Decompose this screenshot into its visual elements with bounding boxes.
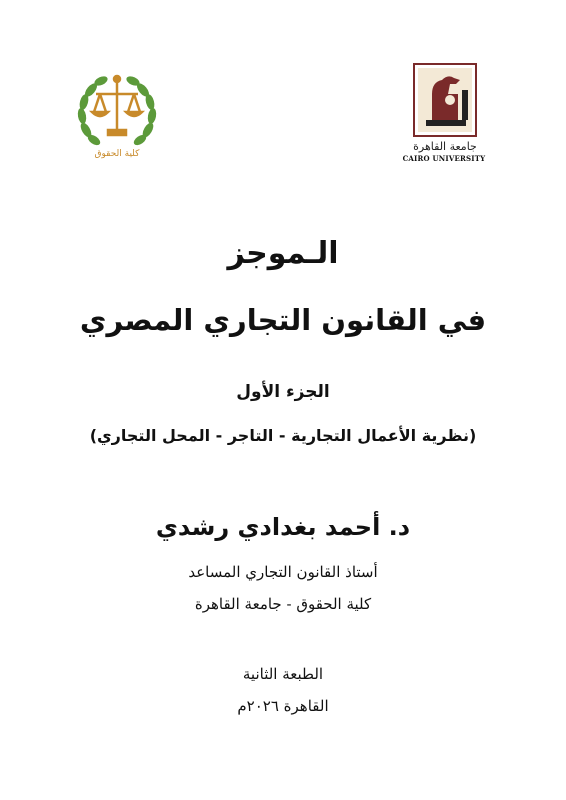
author-affiliation: كلية الحقوق - جامعة القاهرة	[194, 595, 372, 613]
part-label: الجزء الأول	[236, 382, 330, 402]
author-name: د. أحمد بغدادي رشدي	[155, 513, 411, 541]
author-title: أستاذ القانون التجاري المساعد	[188, 563, 378, 581]
university-logo-english-caption: CAIRO UNIVERSITY	[402, 154, 486, 163]
cairo-university-logo	[404, 60, 486, 168]
faculty-logo-caption: كلية الحقوق	[94, 149, 140, 159]
university-logo-arabic-caption: جامعة القاهرة	[413, 140, 477, 153]
faculty-of-law-logo	[74, 70, 160, 162]
book-title: الـموجز	[227, 236, 339, 271]
thoth-emblem-icon	[414, 64, 476, 136]
publication-place-year: القاهرة ٢٠٢٦م	[237, 697, 329, 715]
book-subtitle: في القانون التجاري المصري	[79, 303, 487, 337]
part-topics: (نظرية الأعمال التجارية - التاجر - المحل التجاري)	[89, 426, 477, 445]
edition-label: الطبعة الثانية	[242, 665, 324, 683]
